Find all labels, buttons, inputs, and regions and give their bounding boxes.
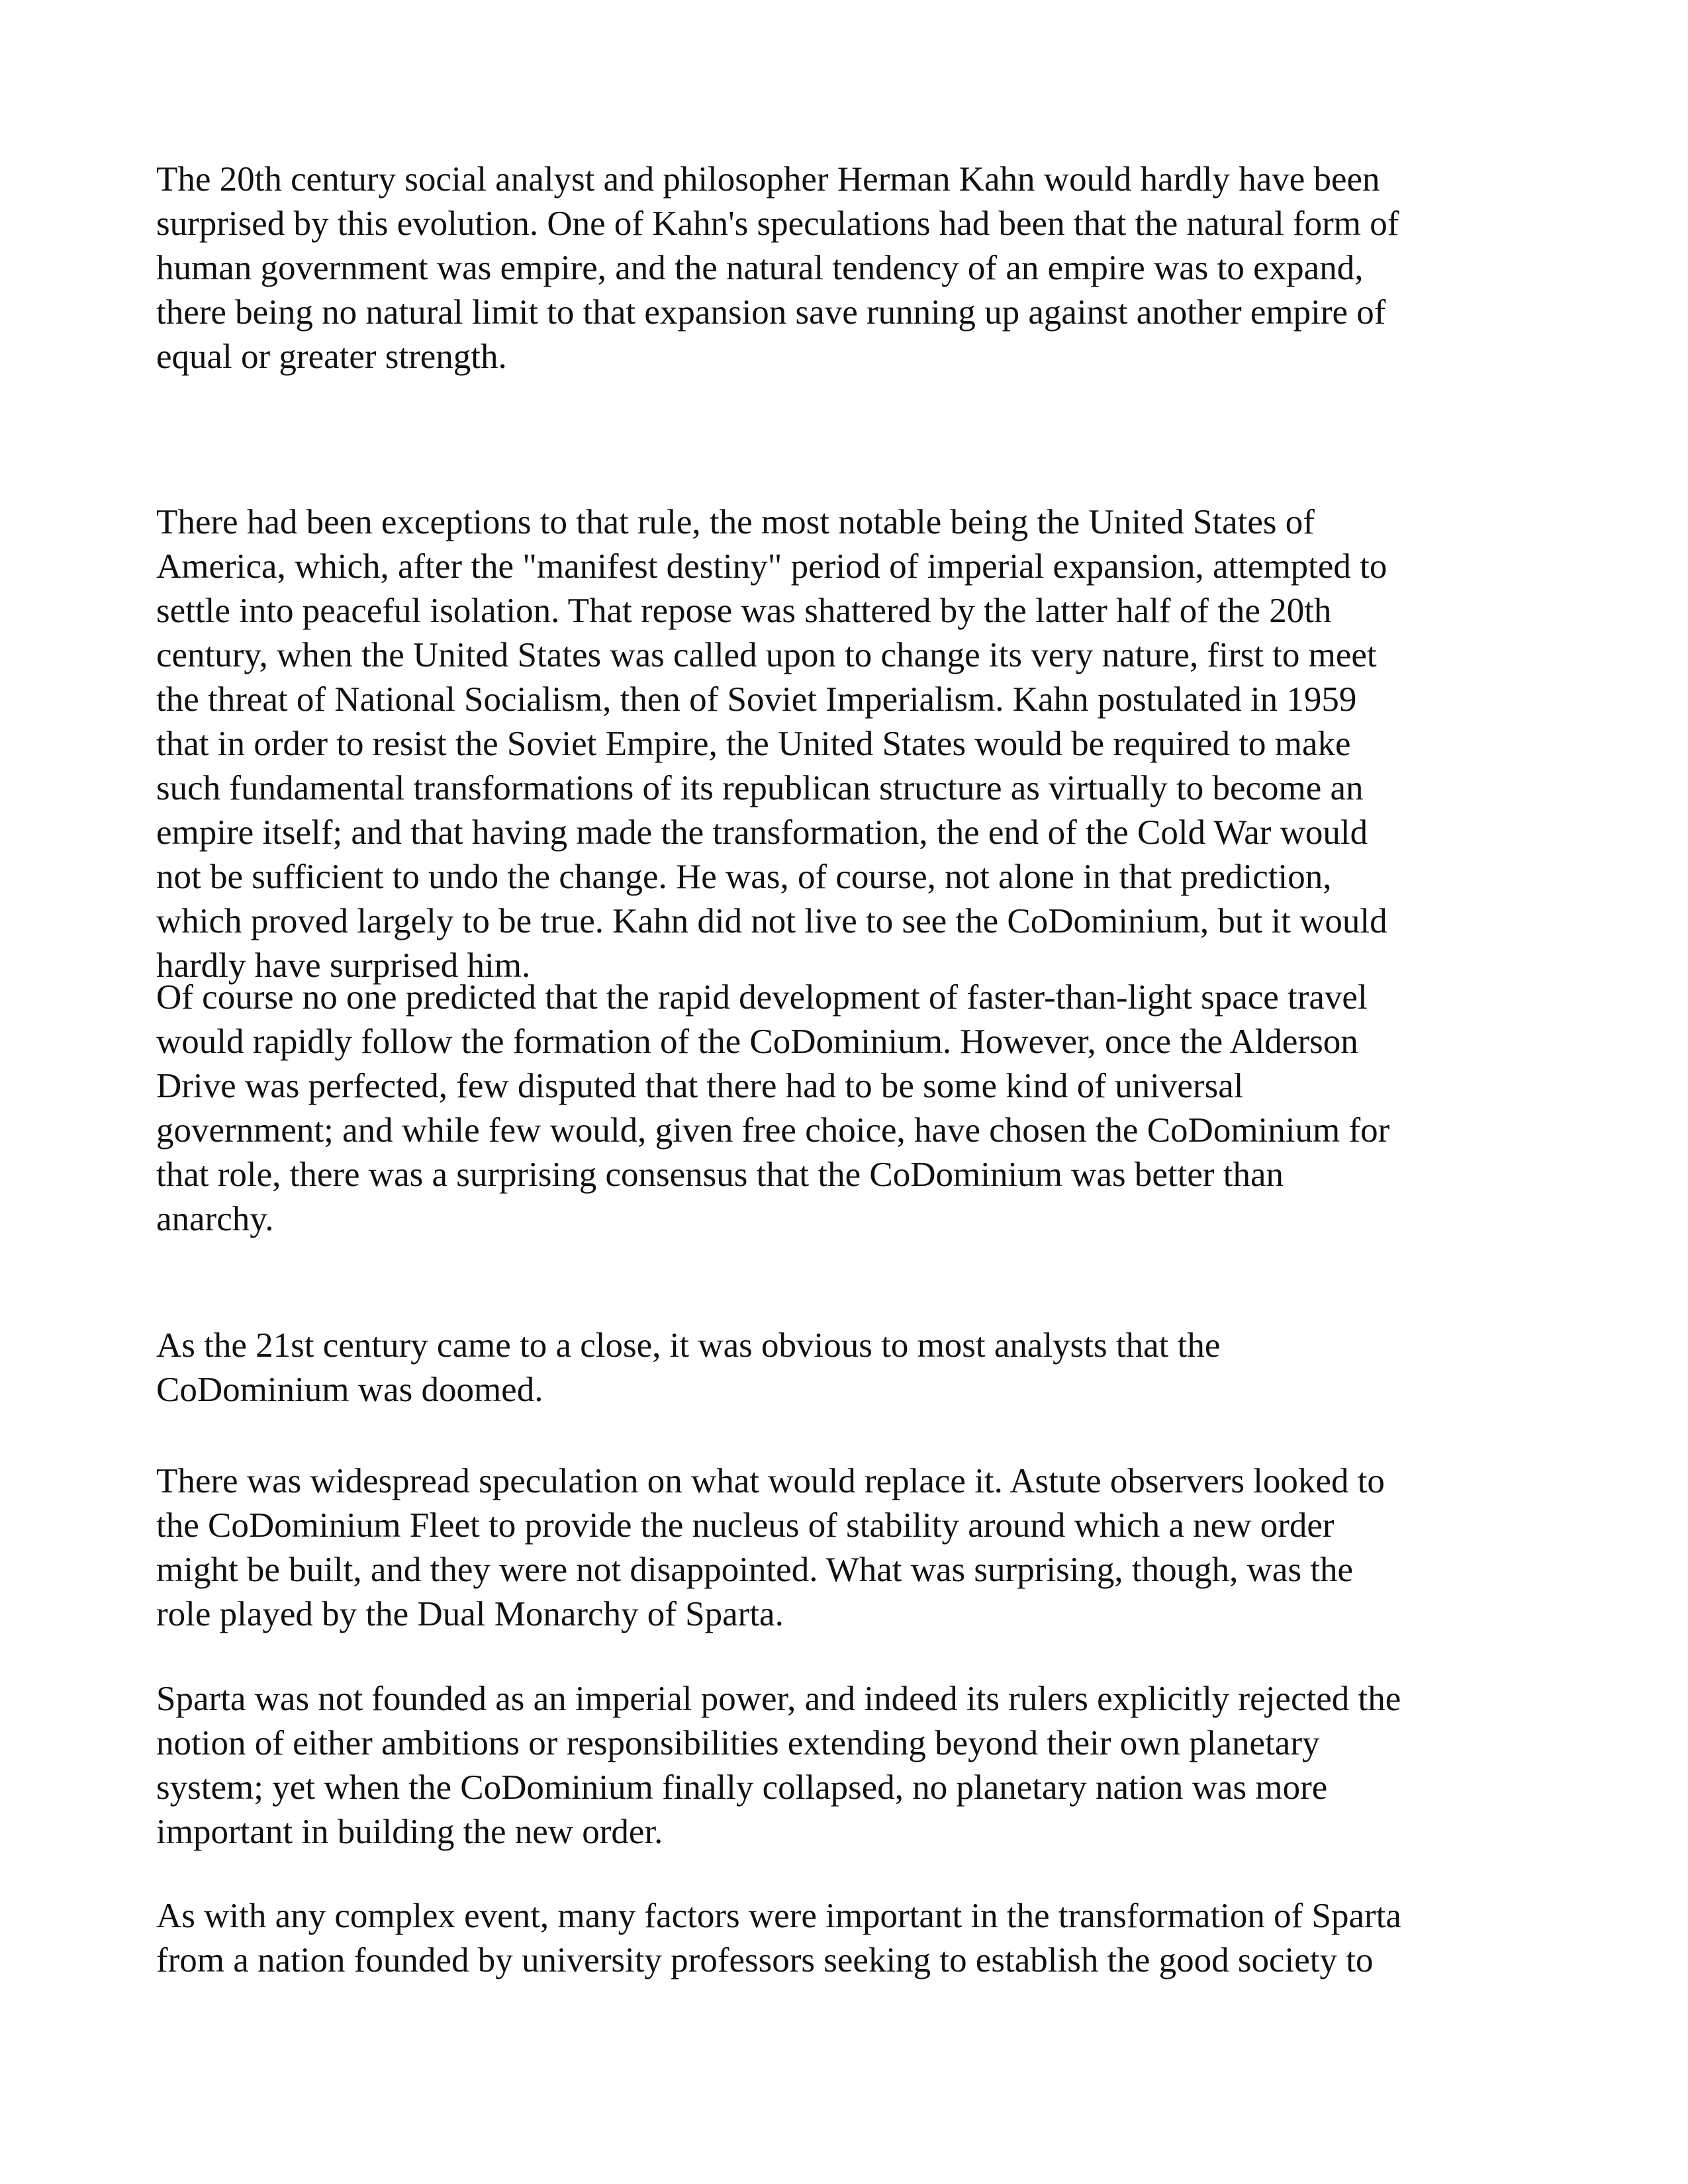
text-line: important in building the new order. [156,1813,663,1851]
text-line: Of course no one predicted that the rapid development of faster-than-light space travel [156,978,1368,1017]
text-line: human government was empire, and the natural tendency of an empire was to expand, [156,249,1364,287]
text-line: there being no natural limit to that expansion save running up against another empire of [156,293,1386,332]
text-line: such fundamental transformations of its republican structure as virtually to become an [156,769,1364,807]
text-line: government; and while few would, given free choice, have chosen the CoDominium for [156,1111,1390,1150]
text-line: century, when the United States was called upon to change its very nature, first to meet [156,636,1377,674]
text-line: There was widespread speculation on what would replace it. Astute observers looked to [156,1462,1385,1500]
text-line: the CoDominium Fleet to provide the nucleus of stability around which a new order [156,1506,1335,1545]
text-line: CoDominium was doomed. [156,1371,543,1409]
paragraph-4 [156,1324,1546,1412]
text-line: would rapidly follow the formation of the CoDominium. However, once the Alderson [156,1023,1358,1061]
paragraph-3 [156,976,1546,1242]
text-line: notion of either ambitions or responsibilities extending beyond their own planetary [156,1724,1320,1762]
paragraph-7 [156,1894,1546,1983]
text-line: not be sufficient to undo the change. He was, of course, not alone in that prediction, [156,858,1332,896]
paragraph-5 [156,1459,1546,1637]
text-line: hardly have surprised him. [156,946,531,985]
text-line: the threat of National Socialism, then of Soviet Imperialism. Kahn postulated in 1959 [156,680,1357,719]
text-line: that in order to resist the Soviet Empire, the United States would be required to make [156,725,1351,763]
text-line: America, which, after the "manifest destiny" period of imperial expansion, attempted to [156,547,1387,586]
text-line: from a nation founded by university professors seeking to establish the good society to [156,1941,1374,1979]
text-line: surprised by this evolution. One of Kahn's speculations had been that the natural form of [156,205,1399,243]
text-line: anarchy. [156,1200,274,1238]
text-line: which proved largely to be true. Kahn did not live to see the CoDominium, but it would [156,902,1387,940]
text-line: that role, there was a surprising consensus that the CoDominium was better than [156,1156,1284,1194]
text-line: role played by the Dual Monarchy of Sparta. [156,1595,784,1633]
text-line: As the 21st century came to a close, it was obvious to most analysts that the [156,1326,1221,1365]
text-line: empire itself; and that having made the transformation, the end of the Cold War would [156,813,1368,852]
paragraph-2 [156,500,1546,988]
text-line: settle into peaceful isolation. That repose was shattered by the latter half of the 20th [156,592,1332,630]
text-line: might be built, and they were not disappointed. What was surprising, though, was the [156,1551,1354,1589]
text-line: Drive was perfected, few disputed that there had to be some kind of universal [156,1067,1244,1105]
paragraph-6 [156,1677,1546,1854]
text-line: Sparta was not founded as an imperial power, and indeed its rulers explicitly rejected the [156,1680,1401,1718]
text-line: As with any complex event, many factors were important in the transformation of Sparta [156,1897,1401,1935]
text-line: The 20th century social analyst and philosopher Herman Kahn would hardly have been [156,160,1380,199]
paragraph-1 [156,158,1546,379]
text-line: equal or greater strength. [156,338,507,376]
text-line: There had been exceptions to that rule, the most notable being the United States of [156,503,1315,541]
text-line: system; yet when the CoDominium finally collapsed, no planetary nation was more [156,1768,1328,1807]
